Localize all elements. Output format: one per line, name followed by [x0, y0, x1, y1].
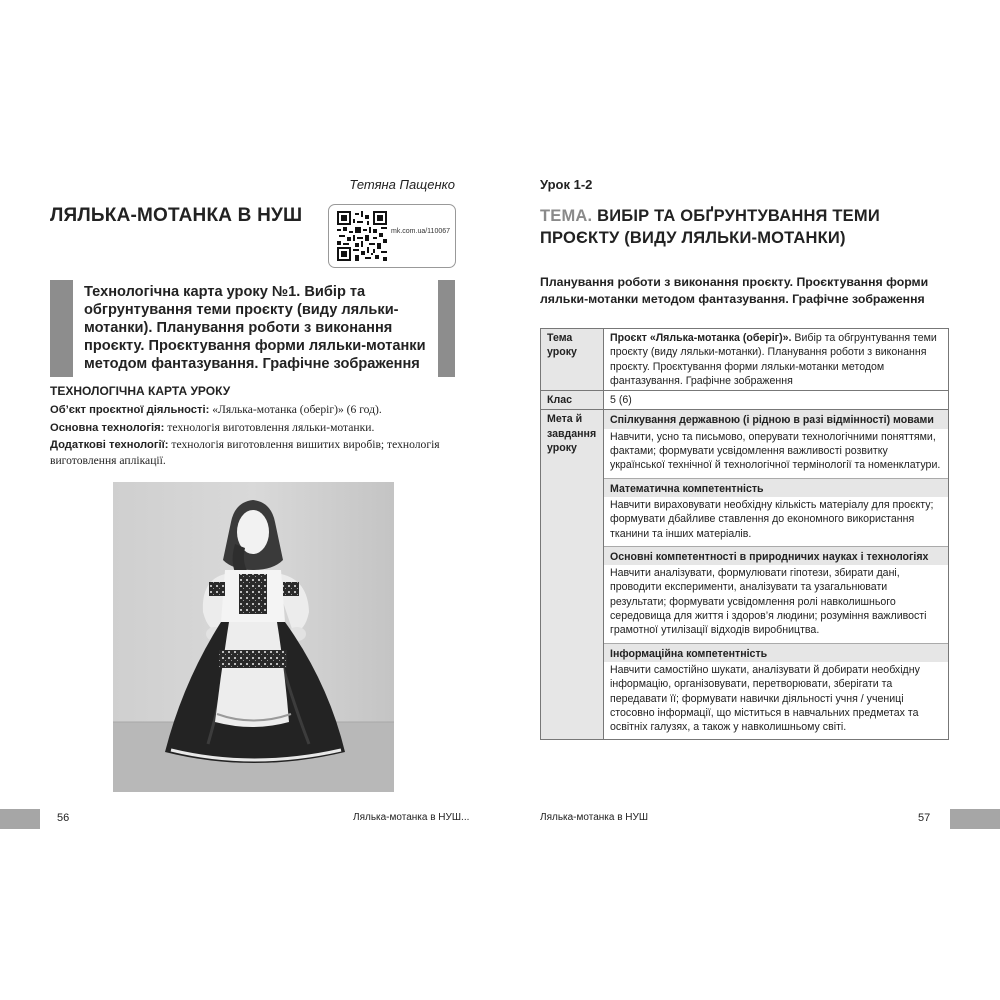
competency-title: Основні компетентності в природничих науках і технологіях: [604, 547, 948, 565]
theme-prefix: ТЕМА.: [540, 207, 593, 225]
competency-title: Математична компетентність: [604, 479, 948, 497]
meta-additional-technologies: [50, 437, 455, 469]
competency-title: Інформаційна компетентність: [604, 644, 948, 662]
meta-project-object: [50, 402, 455, 418]
topic-text: Вибір та обгрунтування теми проєкту (виду ляльки-мотанки). Планування роботи з виконання проєкту. Проєктування форми ляльки-мотанки методом фантазування. Графічне зображення: [610, 332, 937, 387]
plan-heading: Планування роботи з виконання проєкту. Проєктування форми ляльки-мотанки методом фантазування. Графічне зображення: [540, 275, 929, 306]
competencies-cell: [604, 410, 949, 740]
running-footer-left: Лялька-мотанка в НУШ...: [353, 812, 470, 823]
theme-title: [540, 205, 960, 249]
footer-bar-right: [950, 809, 1000, 829]
lesson-table: [540, 328, 949, 740]
competency-title: Спілкування державною (і рідною в разі відмінності) мовами: [604, 410, 948, 428]
lesson-label: Урок 1-2: [540, 177, 593, 192]
competency-block: [604, 546, 948, 643]
card-title: Технологічна карта уроку №1. Вибір та обгрунтування теми проєкту (виду ляльки-мотанки). Планування роботи з виконання проєкту. Проєктування форми ляльки-мотанки методом фантазування. Графічне зображення: [84, 284, 426, 372]
class-value: 5 (6): [604, 391, 949, 410]
page-number-right: 57: [918, 812, 931, 824]
running-footer-right: Лялька-мотанка в НУШ: [540, 812, 649, 823]
article-title: ЛЯЛЬКА-МОТАНКА В НУШ: [50, 205, 303, 226]
meta-value: технологія виготовлення ляльки-мотанки.: [164, 421, 375, 434]
card-title-right-bar: [438, 280, 455, 377]
competency-block: [604, 478, 948, 546]
table-row: [541, 329, 949, 391]
meta-label: Основна технологія:: [50, 422, 165, 434]
doll-motanka-photo: [113, 482, 394, 792]
qr-url[interactable]: mk.com.ua/110067: [391, 228, 451, 235]
meta-label: Додаткові технології:: [50, 439, 169, 451]
meta-value: «Лялька-мотанка (оберіг)» (6 год).: [209, 403, 382, 416]
author-name: Тетяна Пащенко: [349, 177, 455, 192]
competency-text: Навчити самостійно шукати, аналізувати й добирати необхідну інформацію, організовувати, перетворювати, зберігати та передавати її; формувати навички діяльності учня / учениці стосовно інформації, що міститься в навчальних предметах та освітніх галузях, а також у навколишньому світі.: [610, 663, 920, 734]
card-title-left-bar: [50, 280, 73, 377]
meta-main-technology: [50, 420, 455, 436]
competency-text: Навчити, усно та письмово, оперувати технологічними поняттями, фактами; формувати усвідомлення важливості розвитку української технічної й технологічної термінології та номенклатури.: [610, 430, 941, 472]
qr-code-icon: [337, 211, 387, 261]
footer-bar-left: [0, 809, 40, 829]
row-label-topic: Тема уроку: [541, 329, 604, 391]
competency-text: Навчити аналізувати, формулювати гіпотези, збирати дані, проводити експерименти, аналізувати та узагальнювати результати; формувати усвідомлення ролі навколишнього середовища для життя і здоров’я людини; розуміння важливості грамотної утилізації відходів виробництва.: [610, 567, 927, 637]
table-row: [541, 391, 949, 410]
row-label-class: Клас: [541, 391, 604, 410]
card-heading: ТЕХНОЛОГІЧНА КАРТА УРОКУ: [50, 384, 231, 398]
topic-bold: Проєкт «Лялька-мотанка (оберіг)».: [610, 332, 792, 344]
theme-text: ВИБІР ТА ОБҐРУНТУВАННЯ ТЕМИ ПРОЄКТУ (ВИДУ ЛЯЛЬКИ-МОТАНКИ): [540, 207, 880, 247]
qr-box: [328, 204, 456, 268]
table-row: [541, 410, 949, 740]
competency-block: [604, 410, 948, 477]
competency-block: [604, 643, 948, 740]
meta-label: Об’єкт проєктної діяльності:: [50, 404, 210, 416]
topic-cell: [604, 329, 949, 391]
page-number-left: 56: [57, 812, 70, 824]
competency-text: Навчити вираховувати необхідну кількість матеріалу для проєкту; формувати дбайливе ставлення до економного використання тканини та інших матеріалів.: [610, 498, 934, 540]
row-label-goal: Мета й завдання уроку: [541, 410, 604, 740]
meta-value: технологія виготовлення вишитих виробів; технологія виготовлення аплікації.: [50, 438, 440, 467]
